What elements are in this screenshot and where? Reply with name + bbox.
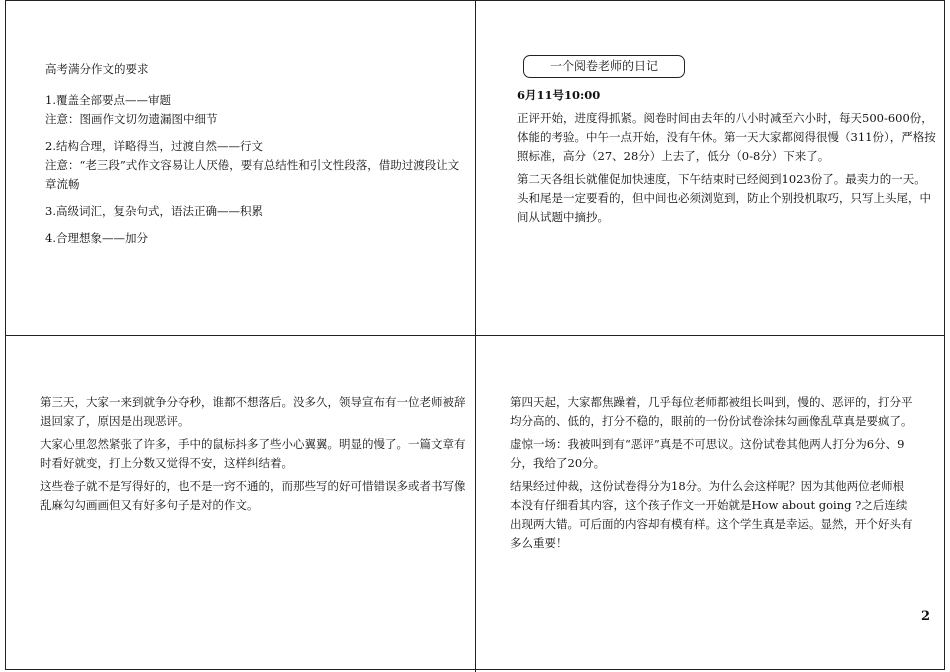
panel-diary [517, 55, 937, 231]
item-2-note: 注意：“老三段”式作文容易让人厌倦，要有总结性和引文性段落，借助过渡段让文章流畅 [45, 158, 460, 191]
day-four-paragraph: 结果经过仲裁，这份试卷得分为18分。为什么会这样呢？因为其他两位老师根本没有仔细看其内容，这个孩子作文一开始就是How about going ?之后连续出现两大错。可后面的内容却有模有样。这个学生真是幸运。显然，开个好头有多么重要！ [510, 479, 913, 550]
day-three-paragraph: 第三天，大家一来到就争分夺秒，谁都不想落后。没多久，领导宣布有一位老师被辞退回家了，原因是出现恶评。 [40, 395, 466, 428]
day-four-paragraph: 第四天起，大家都焦躁着，几乎每位老师都被组长叫到，慢的、恶评的，打分平均分高的、低的，打分不稳的，眼前的一份份试卷涂抹勾画像乱草真是要疯了。 [510, 395, 913, 428]
diary-date: 6月11号10:00 [517, 88, 601, 102]
requirements-title: 高考满分作文的要求 [45, 62, 149, 76]
item-1-note: 注意：图画作文切勿遗漏图中细节 [45, 112, 218, 126]
item-3: 3.高级词汇，复杂句式，语法正确——积累 [45, 204, 263, 218]
diary-title-box: 一个阅卷老师的日记 [523, 55, 685, 78]
panel-requirements [45, 60, 465, 248]
day-three-paragraph: 大家心里忽然紧张了许多，手中的鼠标抖多了些小心翼翼。明显的慢了。一篇文章有时看好就变，打上分数又觉得不安，这样纠结着。 [40, 437, 466, 470]
item-4: 4.合理想象——加分 [45, 231, 148, 245]
vertical-divider [475, 0, 476, 672]
panel-day-three [40, 393, 468, 519]
item-1: 1.覆盖全部要点——审题 [45, 93, 171, 107]
panel-day-four [510, 393, 914, 557]
diary-paragraph: 第二天各组长就催促加快速度，下午结束时已经阅到1023份了。最卖力的一天。头和尾是一定要看的，但中间也必须浏览到，防止个别投机取巧，只写上头尾，中间从试题中摘抄。 [517, 172, 931, 224]
page-number: 2 [920, 609, 930, 624]
horizontal-divider [5, 335, 945, 336]
day-four-paragraph: 虚惊一场：我被叫到有“恶评”真是不可思议。这份试卷其他两人打分为6分、9分，我给了20分。 [510, 437, 905, 470]
item-2: 2.结构合理，详略得当，过渡自然——行文 [45, 139, 263, 153]
diary-paragraph: 正评开始，进度得抓紧。阅卷时间由去年的八小时减至六小时，每天500-600份，体能的考验。中午一点开始，没有午休。第一天大家都阅得很慢（311份），严格按照标准，高分（27、28分）上去了，低分（0-8分）下来了。 [517, 111, 936, 163]
day-three-paragraph: 这些卷子就不是写得好的，也不是一窍不通的，而那些写的好可惜错误多或者书写像乱麻勾勾画画但又有好多句子是对的作文。 [40, 479, 466, 512]
